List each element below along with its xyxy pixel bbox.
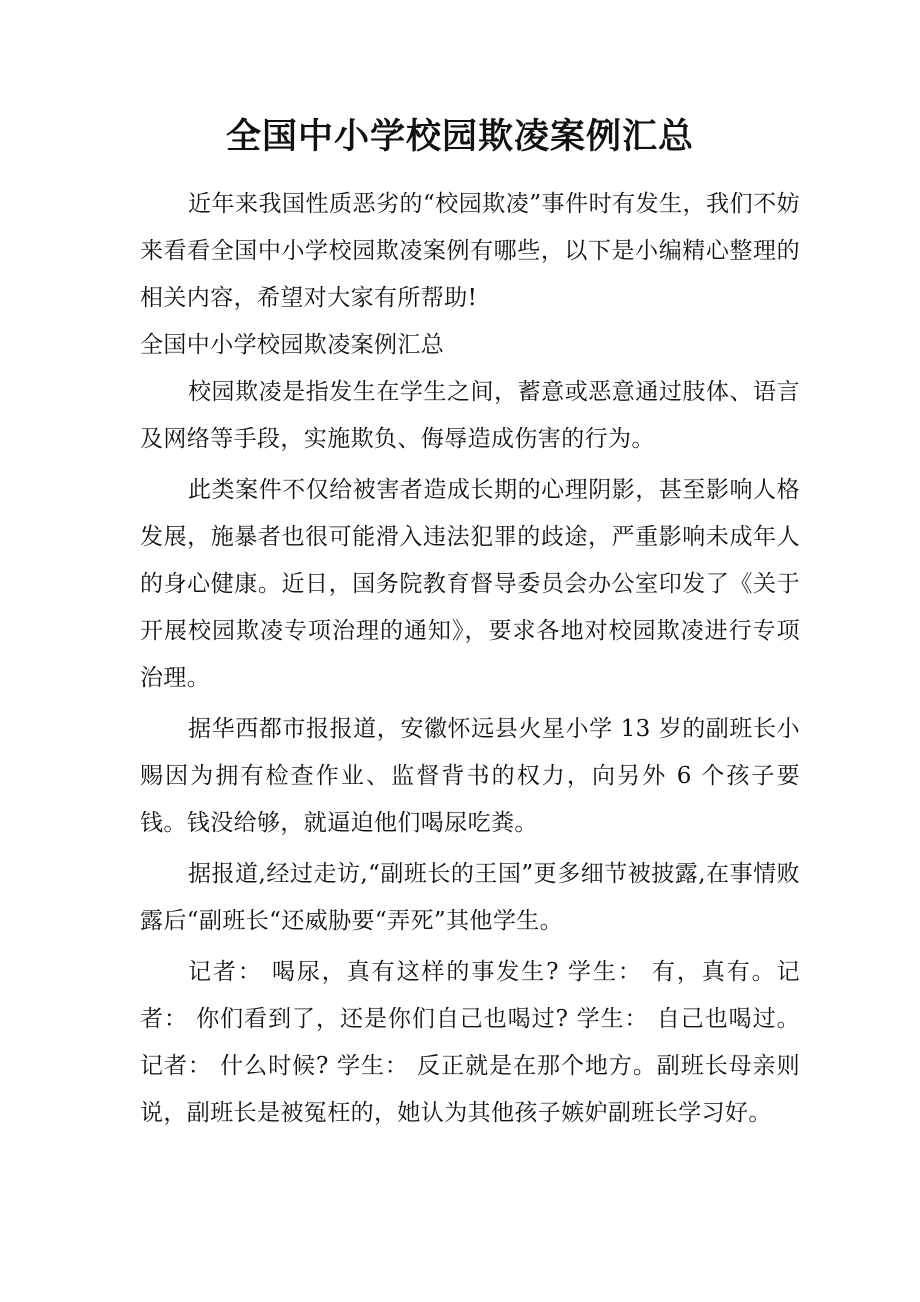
paragraph-interview: 记者： 喝尿，真有这样的事发生? 学生： 有，真有。记者： 你们看到了，还是你们自己也喝过? 学生： 自己也喝过。 记者： 什么时候? 学生： 反正就是在那个地方。副班长母亲则说，副班长是被冤枉的，她认为其他孩子嫉妒副班长学习好。 bbox=[140, 959, 800, 1126]
paragraph-case-report: 据华西都市报报道，安徽怀远县火星小学 13 岁的副班长小赐因为拥有检查作业、监督背书的权力，向另外 6 个孩子要钱。钱没给够，就逼迫他们喝尿吃粪。 bbox=[140, 716, 800, 836]
section-subheading: 全国中小学校园欺凌案例汇总 bbox=[140, 332, 445, 358]
paragraph-details: 据报道,经过走访,“副班长的王国”更多细节被披露,在事情败露后“副班长“还威胁要“弄死”其他学生。 bbox=[140, 861, 800, 934]
document-title: 全国中小学校园欺凌案例汇总 bbox=[225, 116, 694, 157]
paragraph-definition: 校园欺凌是指发生在学生之间，蓄意或恶意通过肢体、语言及网络等手段，实施欺负、侮辱造成伤害的行为。 bbox=[140, 379, 800, 452]
intro-paragraph: 近年来我国性质恶劣的“校园欺凌”事件时有发生，我们不妨来看看全国中小学校园欺凌案例有哪些，以下是小编精心整理的相关内容，希望对大家有所帮助! bbox=[140, 191, 800, 311]
document-body bbox=[140, 181, 800, 1137]
paragraph-impact: 此类案件不仅给被害者造成长期的心理阴影，甚至影响人格发展，施暴者也很可能滑入违法犯罪的歧途，严重影响未成年人的身心健康。近日，国务院教育督导委员会办公室印发了《关于开展校园欺凌专项治理的通知》，要求各地对校园欺凌进行专项治理。 bbox=[140, 477, 800, 691]
